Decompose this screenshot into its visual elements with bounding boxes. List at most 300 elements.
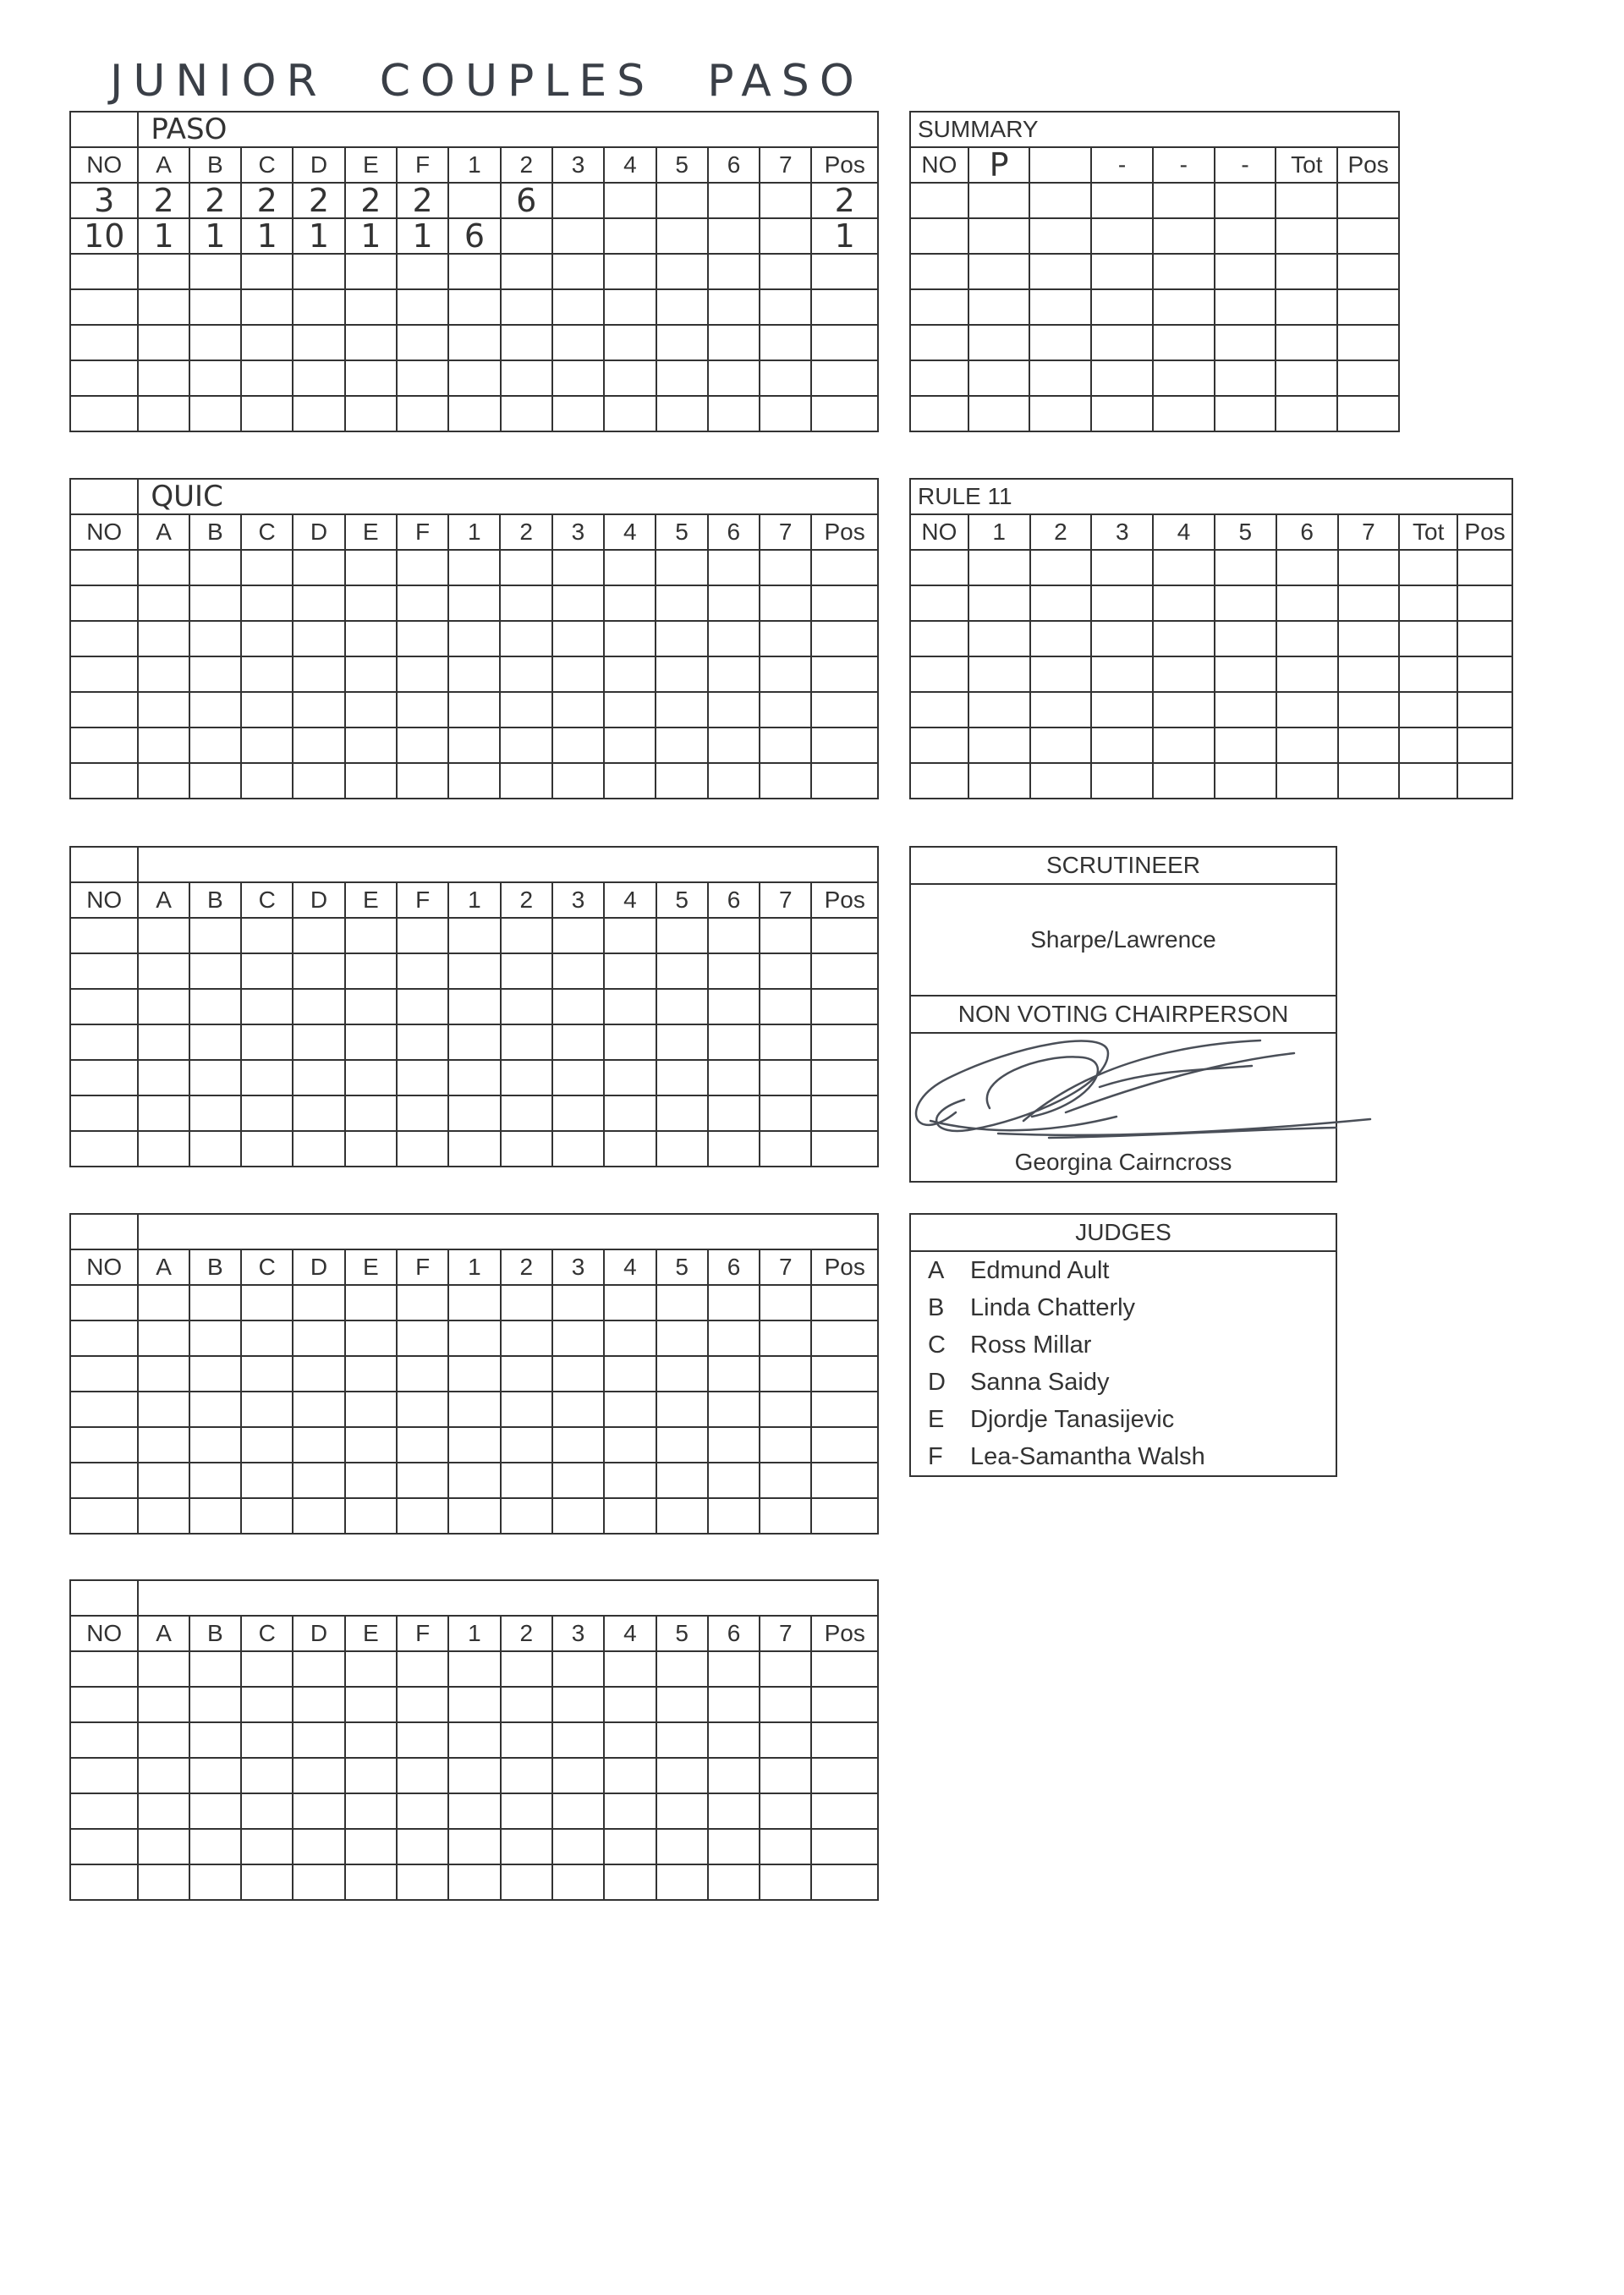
table-row [910,360,1399,396]
empty-cell [656,1463,708,1498]
judge-name: Lea-Samantha Walsh [970,1443,1205,1470]
grid-title-row [70,1214,878,1249]
empty-cell [1153,396,1215,431]
empty-cell [1153,550,1215,585]
empty-cell [397,1864,448,1900]
empty-cell [1091,254,1153,289]
empty-cell [811,1687,878,1722]
empty-cell [501,1463,552,1498]
empty-cell [138,656,189,692]
empty-cell [604,1427,656,1463]
empty-cell [968,727,1030,763]
empty-cell [656,1285,708,1320]
empty-cell [1457,763,1512,799]
empty-cell [708,1320,760,1356]
empty-cell [448,1793,500,1829]
column-header: D [293,147,344,183]
empty-cell [189,1285,241,1320]
empty-cell [345,550,397,585]
column-header: 4 [604,882,656,918]
empty-cell [811,763,878,799]
empty-cell [760,1829,811,1864]
empty-cell [293,1722,344,1758]
empty-cell [70,763,138,799]
column-header: 3 [552,147,604,183]
empty-cell [138,289,189,325]
empty-cell [1215,183,1276,218]
empty-cell [760,953,811,989]
empty-cell [345,1320,397,1356]
empty-cell [552,1356,604,1392]
empty-cell [811,1793,878,1829]
empty-cell [604,1095,656,1131]
empty-cell [293,1758,344,1793]
empty-cell [656,1687,708,1722]
empty-cell [760,727,811,763]
empty-cell [397,1285,448,1320]
empty-cell [910,325,968,360]
empty-cell [552,1687,604,1722]
page-title [110,56,864,107]
table-row [910,218,1399,254]
chairperson-title: NON VOTING CHAIRPERSON [957,1001,1289,1027]
table-row [70,1463,878,1498]
empty-cell [70,656,138,692]
empty-cell [760,1758,811,1793]
empty-cell [70,918,138,953]
empty-cell [910,289,968,325]
empty-cell [968,289,1030,325]
chairperson-signature [897,1019,1379,1163]
table-row [70,396,878,431]
empty-cell [189,1427,241,1463]
empty-cell [448,1498,500,1534]
empty-cell [910,763,968,799]
empty-cell [293,656,344,692]
dance-name [138,1580,878,1616]
empty-cell [138,1829,189,1864]
empty-cell [656,1864,708,1900]
empty-cell [604,1392,656,1427]
empty-cell [604,1829,656,1864]
summary-title-row [910,112,1399,147]
empty-cell [397,1758,448,1793]
empty-cell [397,1095,448,1131]
column-header: NO [910,514,968,550]
rule11-table [909,478,1513,799]
empty-cell [552,1758,604,1793]
mark-cell [448,183,500,218]
empty-cell [811,1095,878,1131]
empty-cell [189,1722,241,1758]
empty-cell [241,656,293,692]
column-header: - [1091,147,1153,183]
empty-cell [448,1864,500,1900]
empty-cell [189,1095,241,1131]
empty-cell [70,1095,138,1131]
empty-cell [241,1722,293,1758]
empty-cell [604,1651,656,1687]
empty-cell [708,1095,760,1131]
empty-cell [189,550,241,585]
table-row [70,1864,878,1900]
empty-cell [138,1285,189,1320]
empty-cell [552,325,604,360]
empty-cell [552,550,604,585]
empty-cell [1276,727,1338,763]
table-row [70,953,878,989]
column-header: 5 [656,882,708,918]
empty-cell [241,1095,293,1131]
empty-cell [241,1427,293,1463]
table-row [70,656,878,692]
empty-cell [241,1356,293,1392]
mark-cell [760,218,811,254]
empty-cell [1153,585,1215,621]
column-header: D [293,882,344,918]
empty-cell [138,989,189,1024]
empty-cell [811,1131,878,1167]
empty-cell [811,1356,878,1392]
empty-cell [241,1024,293,1060]
empty-cell [448,727,500,763]
empty-cell [1276,585,1338,621]
empty-cell [501,1320,552,1356]
empty-cell [345,1131,397,1167]
empty-cell [345,1024,397,1060]
empty-cell [708,1722,760,1758]
mark-cell [552,183,604,218]
judge-name: Sanna Saidy [970,1369,1110,1396]
empty-cell [552,1095,604,1131]
empty-cell [760,918,811,953]
empty-cell [345,953,397,989]
empty-cell [552,289,604,325]
empty-cell [448,692,500,727]
column-header: B [189,1249,241,1285]
column-header: 3 [552,1249,604,1285]
empty-cell [604,727,656,763]
mark-cell: 10 [70,218,138,254]
empty-cell [397,585,448,621]
empty-cell [552,1722,604,1758]
column-header: Tot [1276,147,1337,183]
table-row [70,1285,878,1320]
empty-cell [501,360,552,396]
mark-cell: 1 [345,218,397,254]
empty-cell [1215,727,1276,763]
empty-cell [1215,585,1276,621]
column-header: A [138,882,189,918]
column-header: 3 [552,1616,604,1651]
column-header: F [397,147,448,183]
empty-cell [138,953,189,989]
empty-cell [138,1095,189,1131]
empty-cell [1153,621,1215,656]
empty-cell [70,953,138,989]
empty-cell [760,1356,811,1392]
empty-cell [760,325,811,360]
table-row [70,289,878,325]
judge-name: Djordje Tanasijevic [970,1406,1175,1433]
column-header [1029,147,1091,183]
empty-cell [811,1864,878,1900]
empty-cell [138,1060,189,1095]
empty-cell [448,1320,500,1356]
empty-cell [708,1427,760,1463]
empty-cell [1399,550,1457,585]
empty-cell [604,360,656,396]
empty-cell [1276,692,1338,727]
empty-cell [968,656,1030,692]
column-header: 7 [1338,514,1400,550]
table-row [910,289,1399,325]
empty-cell [968,360,1030,396]
empty-cell [345,692,397,727]
empty-cell [138,621,189,656]
title-word: COUPLES [379,56,656,107]
empty-cell [760,550,811,585]
empty-cell [293,1687,344,1722]
column-header: E [345,1616,397,1651]
empty-cell [1091,396,1153,431]
empty-cell [448,656,500,692]
empty-cell [1153,289,1215,325]
empty-cell [138,360,189,396]
empty-cell [241,918,293,953]
empty-cell [293,727,344,763]
empty-cell [656,1793,708,1829]
empty-cell [397,621,448,656]
empty-cell [448,1285,500,1320]
empty-cell [604,325,656,360]
empty-cell [656,989,708,1024]
empty-cell [1029,325,1091,360]
table-row [70,1392,878,1427]
empty-cell [241,692,293,727]
empty-cell [968,621,1030,656]
empty-cell [552,1024,604,1060]
empty-cell [397,989,448,1024]
grid-title-row [70,1580,878,1616]
table-row [70,1427,878,1463]
empty-cell [138,325,189,360]
empty-cell [656,727,707,763]
column-header: 1 [968,514,1030,550]
table-row [70,1320,878,1356]
column-header: 6 [708,882,760,918]
empty-cell [656,1024,708,1060]
empty-cell [1457,692,1512,727]
empty-cell [397,1463,448,1498]
table-row [910,550,1512,585]
empty-cell [501,1829,552,1864]
mark-cell: 2 [189,183,241,218]
empty-cell [760,1427,811,1463]
empty-cell [811,1285,878,1320]
empty-cell [1091,550,1153,585]
empty-cell [293,1095,344,1131]
empty-cell [968,396,1030,431]
scrutineer-title: SCRUTINEER [1045,852,1200,878]
empty-cell [448,1687,500,1722]
empty-cell [760,656,811,692]
column-header: 3 [552,882,604,918]
empty-cell [293,325,344,360]
empty-cell [1091,218,1153,254]
empty-cell [345,1095,397,1131]
empty-cell [708,1024,760,1060]
mark-cell [708,183,760,218]
empty-cell [708,1829,760,1864]
table-row [70,550,878,585]
empty-cell [448,396,500,431]
empty-cell [501,325,552,360]
mark-cell: 1 [241,218,293,254]
blank-cell [70,1214,138,1249]
empty-cell [1030,550,1092,585]
empty-cell [1399,585,1457,621]
judge-letter: B [928,1294,945,1321]
table-row [70,218,878,254]
blank-cell [70,479,138,514]
empty-cell [656,692,707,727]
empty-cell [656,585,707,621]
empty-cell [345,254,397,289]
empty-cell [189,1758,241,1793]
empty-cell [708,1392,760,1427]
empty-cell [604,254,656,289]
table-row [70,1722,878,1758]
empty-cell [760,396,811,431]
empty-cell [448,1392,500,1427]
empty-cell [293,360,344,396]
empty-cell [501,1793,552,1829]
empty-cell [1153,325,1215,360]
column-header: 5 [656,514,707,550]
empty-cell [501,1687,552,1722]
empty-cell [656,918,708,953]
empty-cell [70,1024,138,1060]
empty-cell [501,989,552,1024]
table-row [910,727,1512,763]
empty-cell [138,1427,189,1463]
empty-cell [708,1285,760,1320]
empty-cell [1091,325,1153,360]
dance-name: QUIC [138,479,878,514]
empty-cell [241,763,293,799]
empty-cell [345,1864,397,1900]
empty-cell [552,254,604,289]
column-header: 2 [501,147,552,183]
table-row [70,621,878,656]
empty-cell [708,1793,760,1829]
empty-cell [811,1498,878,1534]
empty-cell [293,621,344,656]
empty-cell [760,692,811,727]
empty-cell [656,1392,708,1427]
table-row [910,692,1512,727]
column-header: NO [70,1616,138,1651]
empty-cell [968,763,1030,799]
empty-cell [345,289,397,325]
empty-cell [552,763,604,799]
empty-cell [448,360,500,396]
judge-name: Edmund Ault [970,1257,1110,1284]
empty-cell [241,396,293,431]
empty-cell [552,1829,604,1864]
empty-cell [1091,183,1153,218]
empty-cell [501,1131,552,1167]
empty-cell [811,656,878,692]
empty-cell [293,1864,344,1900]
empty-cell [501,1392,552,1427]
empty-cell [70,1392,138,1427]
empty-cell [397,1498,448,1534]
dance-name [138,847,878,882]
empty-cell [397,918,448,953]
grid-header-row [70,147,878,183]
empty-cell [552,1793,604,1829]
empty-cell [604,1320,656,1356]
empty-cell [448,1651,500,1687]
empty-cell [1338,692,1400,727]
empty-cell [708,953,760,989]
empty-cell [448,1095,500,1131]
empty-cell [1338,621,1400,656]
empty-cell [1029,289,1091,325]
empty-cell [1457,585,1512,621]
empty-cell [138,727,189,763]
empty-cell [1153,692,1215,727]
empty-cell [70,692,138,727]
mark-cell: 6 [448,218,500,254]
empty-cell [1457,550,1512,585]
empty-cell [241,1758,293,1793]
empty-cell [397,1722,448,1758]
mark-cell: 6 [501,183,552,218]
table-row [910,183,1399,218]
judge-letter: C [928,1331,946,1359]
empty-cell [345,1758,397,1793]
empty-cell [910,218,968,254]
empty-cell [910,254,968,289]
empty-cell [1091,289,1153,325]
column-header: F [397,1249,448,1285]
empty-cell [189,1060,241,1095]
empty-cell [293,1131,344,1167]
table-row [70,1829,878,1864]
empty-cell [70,1060,138,1095]
empty-cell [345,727,397,763]
empty-cell [604,1356,656,1392]
empty-cell [708,1864,760,1900]
empty-cell [500,763,551,799]
empty-cell [760,1285,811,1320]
empty-cell [1030,763,1092,799]
empty-cell [1215,656,1276,692]
judge-letter: D [928,1369,946,1396]
empty-cell [1030,692,1092,727]
empty-cell [189,621,241,656]
table-row [70,360,878,396]
empty-cell [70,727,138,763]
column-header: 2 [501,1249,552,1285]
empty-cell [1457,727,1512,763]
empty-cell [138,1356,189,1392]
empty-cell [708,360,760,396]
empty-cell [241,1463,293,1498]
